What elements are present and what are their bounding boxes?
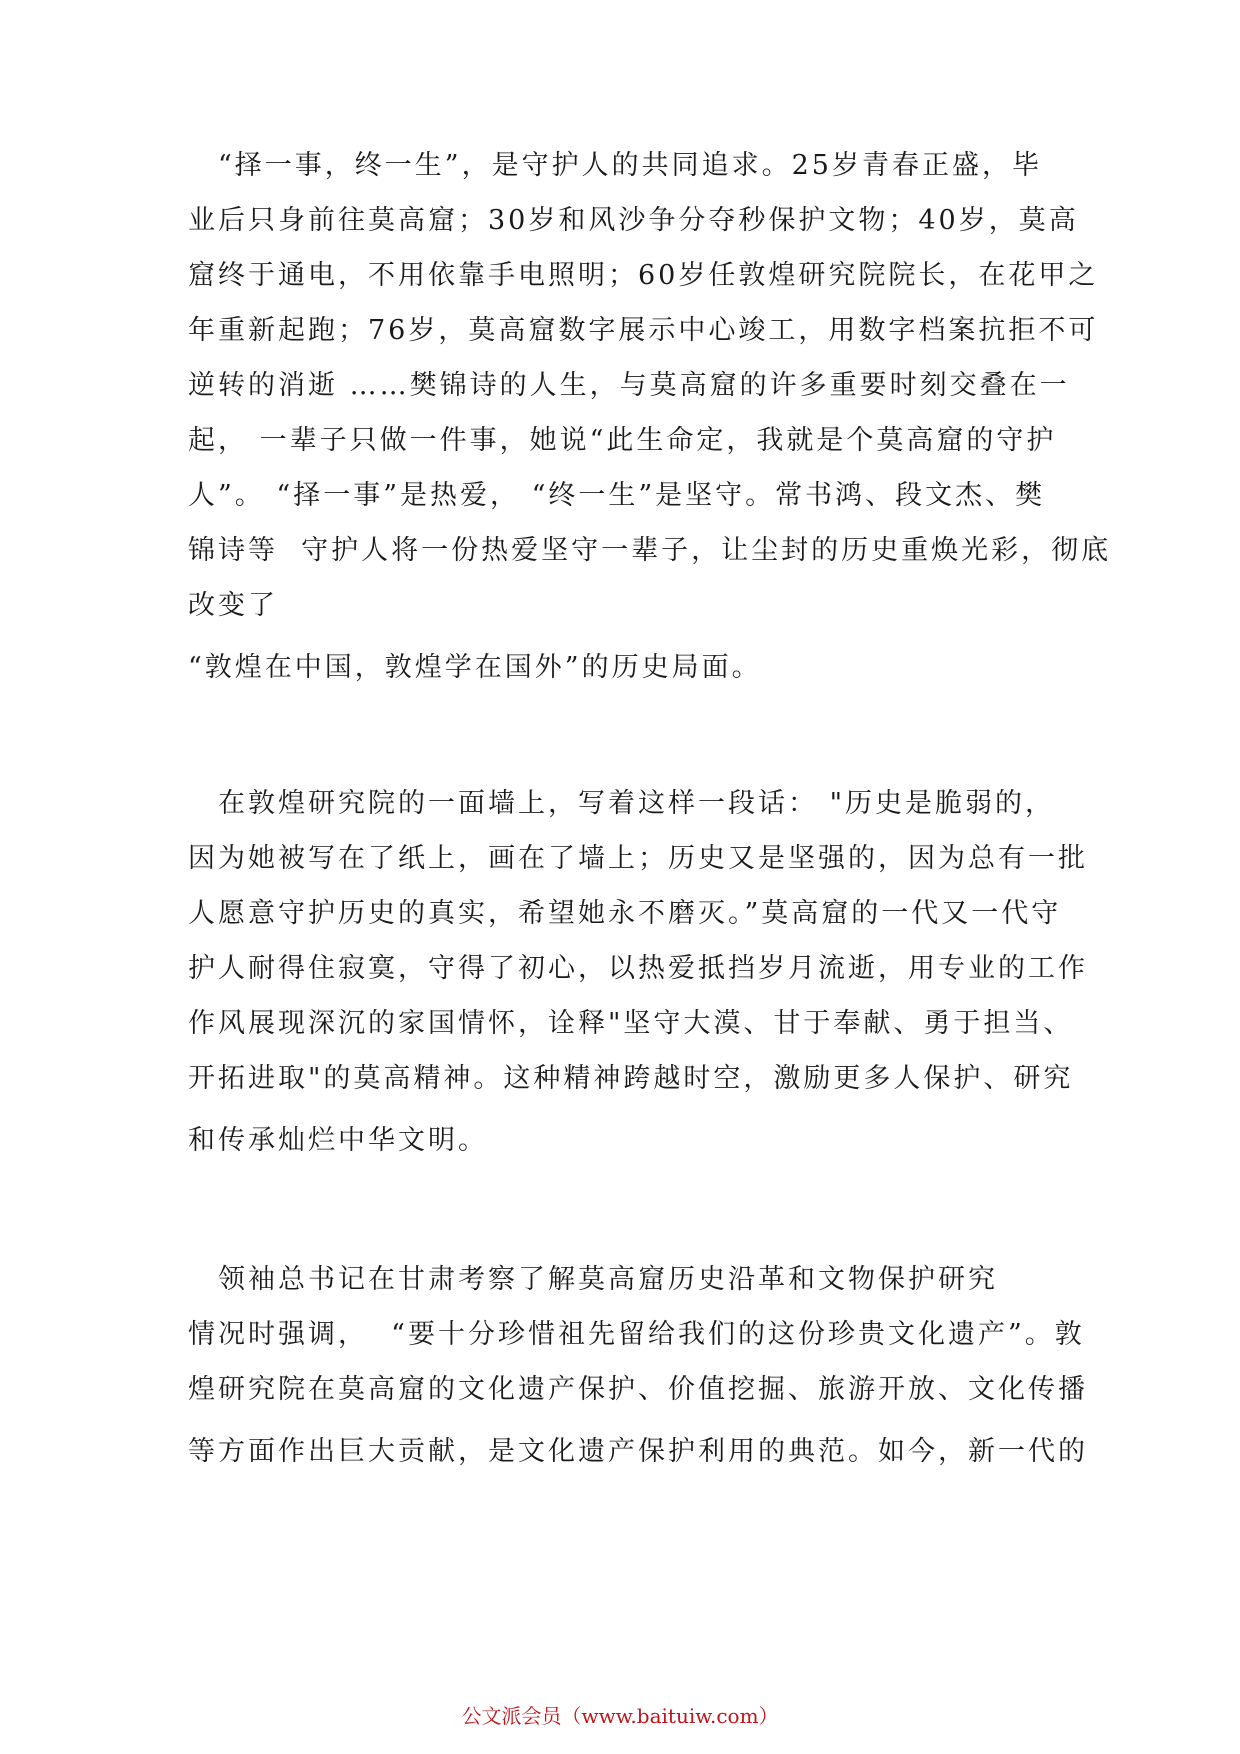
- paragraph-line: 锦诗等 守护人将一份热爱坚守一辈子，让尘封的历史重焕光彩，彻底: [188, 535, 1112, 566]
- paragraph-line: 开拓进取"的莫高精神。这种精神跨越时空，激励更多人保护、研究: [188, 1063, 1074, 1094]
- paragraph-line: 因为她被写在了纸上，画在了墙上；历史又是坚强的，因为总有一批: [188, 843, 1088, 874]
- paragraph-line: “敦煌在中国，敦煌学在国外”的历史局面。: [188, 652, 762, 683]
- paragraph-line: “择一事，终一生”，是守护人的共同追求。25岁青春正盛，毕: [218, 150, 1042, 181]
- paragraph-line: 改变了: [188, 590, 278, 621]
- paragraph-line: 窟终于通电，不用依靠手电照明；60岁任敦煌研究院院长，在花甲之: [188, 260, 1099, 291]
- paragraph-line: 和传承灿烂中华文明。: [188, 1125, 488, 1156]
- paragraph-line: 业后只身前往莫高窟；30岁和风沙争分夺秒保护文物；40岁，莫高: [188, 205, 1079, 236]
- paragraph-line: 年重新起跑；76岁，莫高窟数字展示中心竣工，用数字档案抗拒不可: [188, 315, 1099, 346]
- paragraph-line: 情况时强调， “要十分珍惜祖先留给我们的这份珍贵文化遗产”。敦: [188, 1319, 1085, 1350]
- paragraph-line: 人”。 “择一事”是热爱， “终一生”是坚守。常书鸿、段文杰、樊: [188, 480, 1046, 511]
- paragraph-line: 起， 一辈子只做一件事，她说“此生命定，我就是个莫高窟的守护: [188, 425, 1057, 456]
- footer-watermark: 公文派会员（www.baituiw.com）: [461, 1704, 779, 1728]
- paragraph-line: 作风展现深沉的家国情怀，诠释"坚守大漠、甘于奉献、勇于担当、: [188, 1008, 1074, 1039]
- paragraph-line: 在敦煌研究院的一面墙上，写着这样一段话： "历史是脆弱的，: [218, 788, 1056, 819]
- paragraph-line: 等方面作出巨大贡献，是文化遗产保护利用的典范。如今，新一代的: [188, 1436, 1088, 1467]
- paragraph-line: 逆转的消逝 ……樊锦诗的人生，与莫高窟的许多重要时刻交叠在一: [188, 370, 1070, 401]
- paragraph-line: 领袖总书记在甘肃考察了解莫高窟历史沿革和文物保护研究: [218, 1264, 998, 1295]
- paragraph-line: 煌研究院在莫高窟的文化遗产保护、价值挖掘、旅游开放、文化传播: [188, 1374, 1088, 1405]
- paragraph-line: 护人耐得住寂寞，守得了初心，以热爱抵挡岁月流逝，用专业的工作: [188, 953, 1088, 984]
- paragraph-line: 人愿意守护历史的真实，希望她永不磨灭。”莫高窟的一代又一代守: [188, 898, 1062, 929]
